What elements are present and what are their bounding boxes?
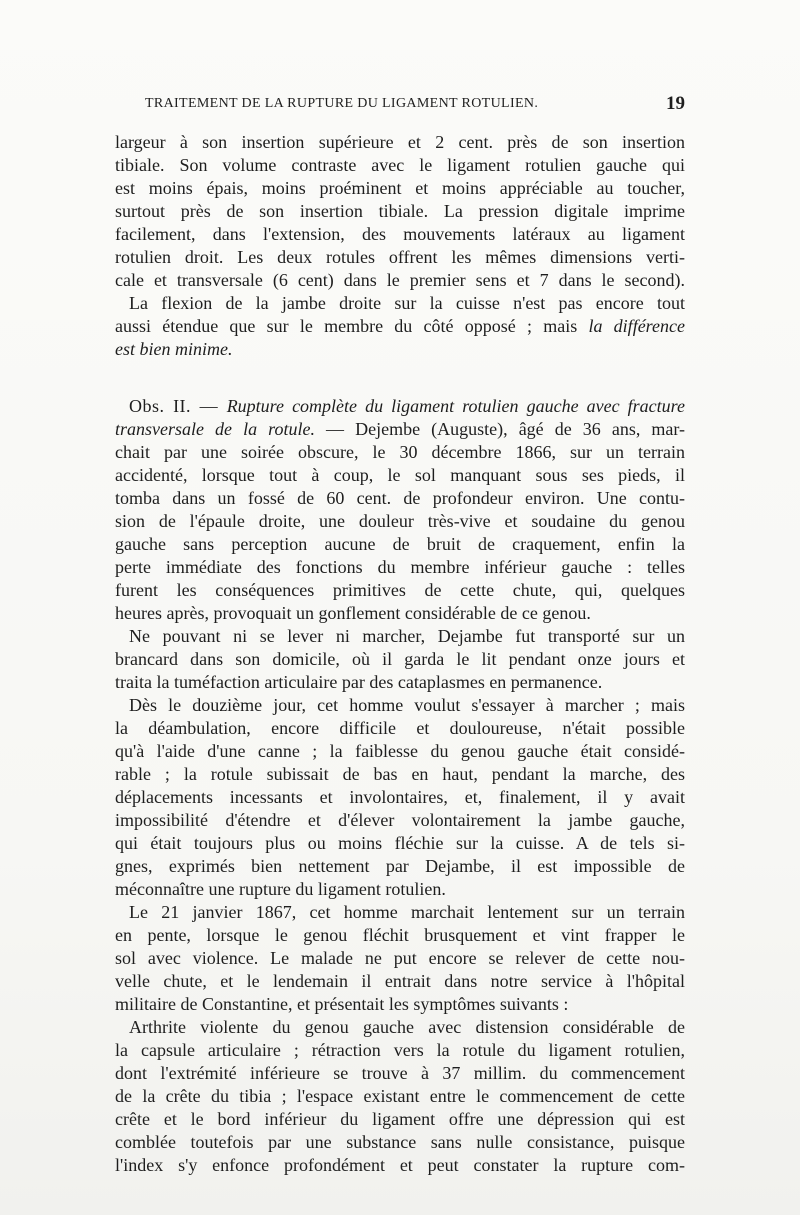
paragraph-continuation (115, 131, 685, 292)
italic-text: la différence (588, 316, 685, 336)
text-line: Le 21 janvier 1867, cet homme marchait lentement sur un terrain (129, 902, 685, 922)
paragraph-transport (115, 625, 685, 694)
text-line: gauche sans perception aucune de bruit de craquement, enfin la (115, 534, 685, 554)
text-line: l'index s'y enfonce profondément et peut constater la rupture com- (115, 1155, 685, 1175)
text-line: surtout près de son insertion tibiale. La pression digitale imprime (115, 201, 685, 221)
text-line: brancard dans son domicile, où il garda le lit pendant onze jours et (115, 649, 685, 669)
text-line: déplacements incessants et involontaires, et, finalement, il y avait (115, 787, 685, 807)
text-line: traita la tuméfaction articulaire par des cataplasmes en permanence. (115, 672, 603, 692)
text-line (115, 315, 685, 338)
observation-title: Rupture complète du ligament rotulien gauche avec fracture (226, 396, 685, 416)
text-line: cale et transversale (6 cent) dans le premier sens et 7 dans le second). (115, 270, 685, 290)
text-line: facilement, dans l'extension, des mouvements latéraux au ligament (115, 224, 685, 244)
text-line: chait par une soirée obscure, le 30 décembre 1866, sur un terrain (115, 442, 685, 462)
text-line: rotulien droit. Les deux rotules offrent les mêmes dimensions verti- (115, 247, 685, 267)
running-head: TRAITEMENT DE LA RUPTURE DU LIGAMENT ROTULIEN. (145, 96, 539, 111)
paragraph-second-fall (115, 901, 685, 1016)
text-line: est bien minime. (115, 339, 233, 359)
text-line: tibiale. Son volume contraste avec le ligament rotulien gauche qui (115, 155, 685, 175)
text-line: militaire de Constantine, et présentait les symptômes suivants : (115, 994, 569, 1014)
text-line: Ne pouvant ni se lever ni marcher, Dejambe fut transporté sur un (129, 626, 685, 646)
paragraph-flexion (115, 292, 685, 361)
text-line: furent les conséquences primitives de cette chute, qui, quelques (115, 580, 685, 600)
text-run: aussi étendue que sur le membre du côté opposé ; mais (115, 316, 589, 336)
text-line: Arthrite violente du genou gauche avec distension considérable de (129, 1017, 685, 1037)
text-line: Dès le douzième jour, cet homme voulut s'essayer à marcher ; mais (129, 695, 685, 715)
text-line: comblée toutefois par une substance sans nulle consistance, puisque (115, 1132, 685, 1152)
text-line: sol avec violence. Le malade ne put encore se relever de cette nou- (115, 948, 685, 968)
text-line: la capsule articulaire ; rétraction vers la rotule du ligament rotulien, (115, 1040, 685, 1060)
paragraph-symptoms (115, 1016, 685, 1177)
section-gap (115, 361, 685, 395)
observation-title-continued: transversale de la rotule. (115, 419, 315, 439)
text-line: accidenté, lorsque tout à coup, le sol manquant sous ses pieds, il (115, 465, 685, 485)
text-line: dont l'extrémité inférieure se trouve à 37 millim. du commencement (115, 1063, 685, 1083)
text-line: crête et le bord inférieur du ligament offre une dépression qui est (115, 1109, 685, 1129)
observation-heading-line (115, 395, 685, 418)
page-header (115, 93, 685, 119)
text-line: en pente, lorsque le genou fléchit brusquement et vint frapper le (115, 925, 685, 945)
text-line: La flexion de la jambe droite sur la cuisse n'est pas encore tout (129, 293, 685, 313)
text-line: qui était toujours plus ou moins fléchie sur la cuisse. A de tels si- (115, 833, 685, 853)
text-line: rable ; la rotule subissait de bas en haut, pendant la marche, des (115, 764, 685, 784)
text-run: — Dejembe (Auguste), âgé de 36 ans, mar- (315, 419, 685, 439)
text-line: de la crête du tibia ; l'espace existant entre le commencement de cette (115, 1086, 685, 1106)
text-line (115, 418, 685, 441)
text-line: tomba dans un fossé de 60 cent. de profondeur environ. Une contu- (115, 488, 685, 508)
text-line: heures après, provoquait un gonflement considérable de ce genou. (115, 603, 591, 623)
observation-label: Obs. II. — (129, 396, 227, 416)
text-line: perte immédiate des fonctions du membre inférieur gauche : telles (115, 557, 685, 577)
text-line: largeur à son insertion supérieure et 2 cent. près de son insertion (115, 132, 685, 152)
page-number: 19 (666, 93, 685, 114)
text-line: sion de l'épaule droite, une douleur très-vive et soudaine du genou (115, 511, 685, 531)
text-line: gnes, exprimés bien nettement par Dejambe, il est impossible de (115, 856, 685, 876)
text-line: impossibilité d'étendre et d'élever volontairement la jambe gauche, (115, 810, 685, 830)
text-line: la déambulation, encore difficile et douloureuse, n'était possible (115, 718, 685, 738)
paragraph-walking (115, 694, 685, 901)
text-line: méconnaître une rupture du ligament rotulien. (115, 879, 446, 899)
page-body (115, 131, 685, 1177)
text-line: est moins épais, moins proéminent et moins appréciable au toucher, (115, 178, 685, 198)
text-line: qu'à l'aide d'une canne ; la faiblesse du genou gauche était considé- (115, 741, 685, 761)
text-line: velle chute, et le lendemain il entrait dans notre service à l'hôpital (115, 971, 685, 991)
observation-ii (115, 395, 685, 625)
